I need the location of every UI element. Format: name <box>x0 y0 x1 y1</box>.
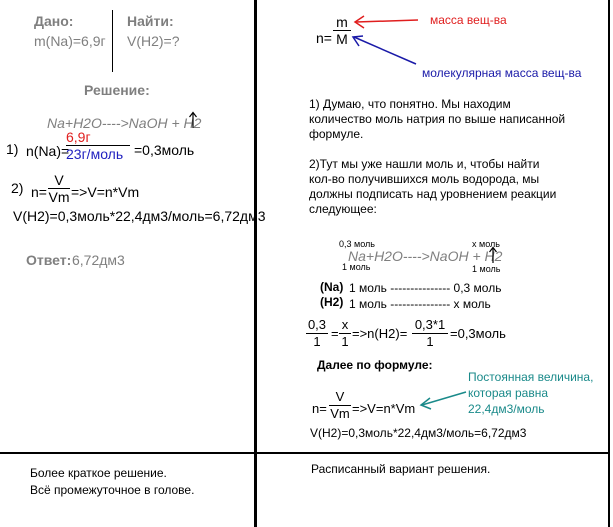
given-find-divider <box>112 10 113 72</box>
red-arrow-icon <box>356 20 418 22</box>
further-label: Далее по формуле: <box>317 358 433 372</box>
prop-denominator-1: 1 <box>313 334 321 349</box>
find-value: V(H2)=? <box>127 33 180 49</box>
step1-fraction <box>66 130 130 161</box>
prop-denominator-2: 1 <box>341 334 349 349</box>
para1-line2: количество моль натрия по выше написанной <box>309 112 566 126</box>
step2-calc: V(H2)=0,3моль*22,4дм3/моль=6,72дм3 <box>13 208 266 224</box>
f2-denominator: Vm <box>330 406 350 421</box>
prop-fraction-1 <box>306 318 328 349</box>
eq-bottom-left: 1 моль <box>342 262 371 272</box>
prop-middle: =>n(H2)= <box>352 326 408 341</box>
prop-fraction-2 <box>339 318 351 349</box>
row-h2-text: 1 моль --------------- x моль <box>349 297 491 311</box>
footer-right-line: Расписанный вариант решения. <box>311 462 491 476</box>
annotation-molar: молекулярная масса вещ-ва <box>422 66 582 80</box>
prop-numerator-1: 0,3 <box>307 317 327 332</box>
teal-arrow-icon <box>418 388 468 412</box>
para2-line4: следующее: <box>309 202 377 216</box>
step2-denominator: Vm <box>48 189 70 205</box>
f2-fraction <box>329 390 351 421</box>
annotation-mass: масса вещ-ва <box>430 13 507 27</box>
prop-numerator-2: x <box>341 317 349 332</box>
final-calc: V(H2)=0,3моль*22,4дм3/моль=6,72дм3 <box>310 426 527 440</box>
answer-label: Ответ: <box>26 252 72 268</box>
eq-bottom-right: 1 моль <box>472 264 501 274</box>
para1-line3: формуле. <box>309 127 364 141</box>
constant-note-line1: Постоянная величина, <box>468 370 594 384</box>
para2-line1: 2)Тут мы уже нашли моль и, чтобы найти <box>309 157 540 171</box>
prop-denominator-3: 1 <box>426 334 434 349</box>
row-na-text: 1 моль --------------- 0,3 моль <box>349 281 502 295</box>
reaction-equation: Na+H2O---->NaOH + H2 <box>47 115 202 131</box>
eq-equation: Na+H2O---->NaOH + H2 <box>348 248 503 264</box>
eq-top-left: 0,3 моль <box>339 239 375 249</box>
constant-note-line2: которая равна <box>468 386 549 400</box>
step1-result: =0,3моль <box>134 142 195 158</box>
prop-numerator-3: 0,3*1 <box>414 317 446 332</box>
footer-divider <box>0 452 610 454</box>
footer-left-line1: Более краткое решение. <box>30 466 167 480</box>
f2-rhs: =>V=n*Vm <box>352 401 416 416</box>
given-value: m(Na)=6,9г <box>34 33 106 49</box>
constant-note-line3: 22,4дм3/моль <box>468 402 545 416</box>
step2-lhs: n= <box>31 184 47 200</box>
para2-line3: должны подписать над уровнением реакции <box>309 187 557 201</box>
step2-rhs: =>V=n*Vm <box>71 184 140 200</box>
solution-label: Решение: <box>84 82 150 98</box>
gas-arrow-icon-2 <box>488 246 498 264</box>
formula-denominator: M <box>336 31 348 47</box>
right-border <box>608 0 610 527</box>
gas-arrow-icon <box>188 111 198 129</box>
step1-numerator: 6,9г <box>66 129 91 145</box>
para2-line2: кол-во получившихся моль водорода, мы <box>309 172 540 186</box>
para1-line1: 1) Думаю, что понятно. Мы находим <box>309 97 511 111</box>
find-label: Найти: <box>127 13 174 29</box>
step2-fraction <box>48 173 70 204</box>
formula-fraction <box>333 15 351 46</box>
blue-arrow-icon <box>354 37 416 64</box>
prop-result: =0,3моль <box>450 326 506 341</box>
step1-lhs: n(Na)= <box>26 143 70 159</box>
step2-number: 2) <box>11 180 24 196</box>
given-label: Дано: <box>34 13 74 29</box>
prop-fraction-3 <box>412 318 448 349</box>
prop-equals: = <box>331 326 339 341</box>
formula-lhs: n= <box>316 30 332 46</box>
row-na-label: (Na) <box>320 280 344 294</box>
footer-left-line2: Всё промежуточное в голове. <box>30 483 195 497</box>
step2-numerator: V <box>54 172 64 188</box>
formula-numerator: m <box>336 14 348 30</box>
f2-lhs: n= <box>312 401 327 416</box>
step1-denominator: 23г/моль <box>66 146 124 162</box>
row-h2-label: (H2) <box>320 295 344 309</box>
annotation-arrows <box>350 10 420 70</box>
step1-number: 1) <box>6 141 19 157</box>
f2-numerator: V <box>335 389 345 404</box>
answer-value: 6,72дм3 <box>72 252 125 268</box>
center-divider <box>254 0 257 527</box>
eq-top-right: x моль <box>472 239 500 249</box>
